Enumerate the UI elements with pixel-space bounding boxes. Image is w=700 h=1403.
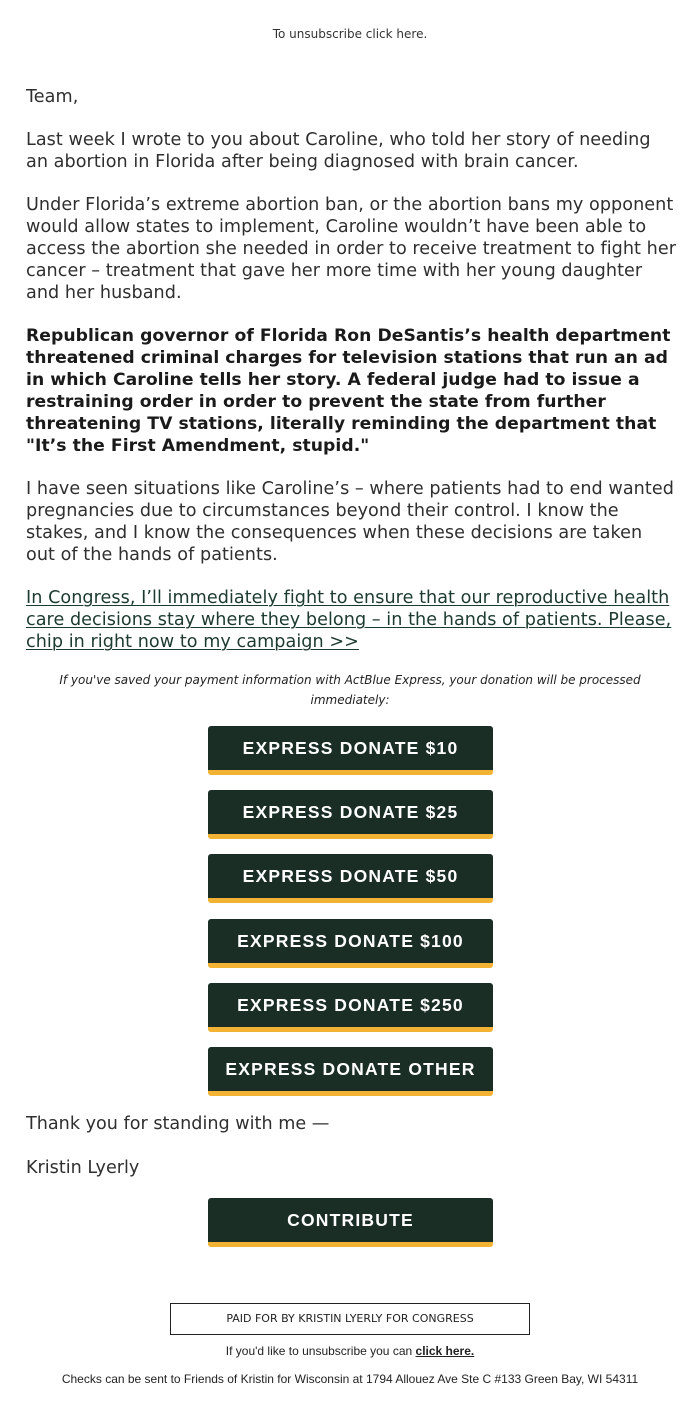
footer-unsubscribe	[0, 1342, 700, 1360]
footer-unsubscribe-text: If you'd like to unsubscribe you can	[225, 1344, 413, 1358]
footer-unsubscribe-link[interactable]: click here.	[415, 1344, 475, 1358]
express-donate-100-button[interactable]: EXPRESS DONATE $100	[208, 919, 493, 968]
express-donate-other-button[interactable]: EXPRESS DONATE OTHER	[208, 1047, 493, 1096]
express-donate-25-button[interactable]: EXPRESS DONATE $25	[208, 790, 493, 839]
express-donate-10-button[interactable]: EXPRESS DONATE $10	[208, 726, 493, 775]
greeting: Team,	[26, 87, 79, 107]
paragraph-caroline-story: Last week I wrote to you about Caroline, who told her story of needing an abortion in Florida after being diagnosed with brain cancer.	[26, 130, 651, 172]
paragraph-desantis: Republican governor of Florida Ron DeSantis’s health department threatened criminal charges for television stations that run an ad in which Caroline tells her story. A federal judge had to issue a restraining order in order to prevent the state from further threatening TV stations, literally reminding the department that "It’s the First Amendment, stupid."	[26, 326, 671, 456]
email-body	[26, 86, 676, 671]
donate-link-paragraph	[26, 587, 676, 653]
signature: Kristin Lyerly	[26, 1158, 140, 1178]
paragraph-abortion-ban: Under Florida’s extreme abortion ban, or the abortion bans my opponent would allow states to implement, Caroline wouldn’t have been able to access the abortion she needed in order to receive treatment to fight her cancer – treatment that gave her more time with her young daughter and her husband.	[26, 195, 677, 303]
contribute-button[interactable]: CONTRIBUTE	[208, 1198, 493, 1247]
closing-thanks: Thank you for standing with me —	[26, 1114, 330, 1134]
express-note: If you've saved your payment information with ActBlue Express, your donation will be processed immediately:	[59, 673, 641, 707]
donate-link[interactable]: In Congress, I’ll immediately fight to ensure that our reproductive health care decisions stay where they belong – in the hands of patients. Please, chip in right now to my campaign >>	[26, 588, 672, 652]
header-unsubscribe-link[interactable]: To unsubscribe click here.	[272, 27, 428, 41]
express-donate-50-button[interactable]: EXPRESS DONATE $50	[208, 854, 493, 903]
paragraph-stakes: I have seen situations like Caroline’s – where patients had to end wanted pregnancies due to circumstances beyond their control. I know the stakes, and I know the consequences when these decisions are taken out of the hands of patients.	[26, 479, 674, 565]
footer-checks-address: Checks can be sent to Friends of Kristin for Wisconsin at 1794 Allouez Ave Ste C #133 Green Bay, WI 54311	[61, 1372, 639, 1386]
express-donate-250-button[interactable]: EXPRESS DONATE $250	[208, 983, 493, 1032]
paid-for-disclaimer: PAID FOR BY KRISTIN LYERLY FOR CONGRESS	[170, 1303, 530, 1335]
